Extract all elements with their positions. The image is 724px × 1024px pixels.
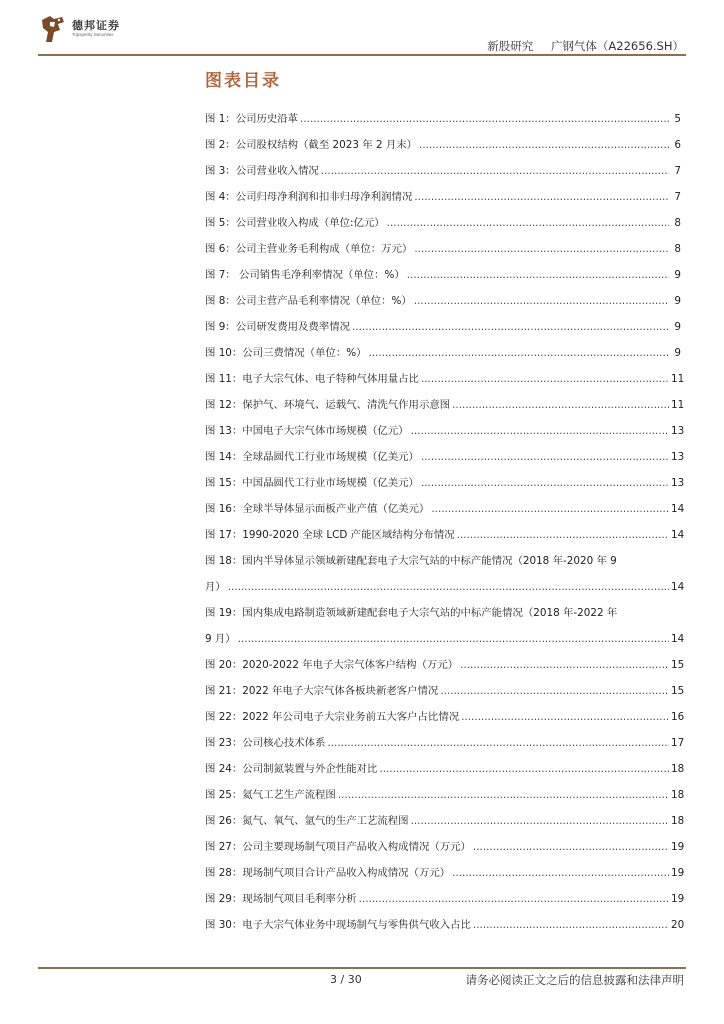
logo-mark-icon xyxy=(40,14,66,44)
toc-entry-page: 19 xyxy=(671,893,685,905)
dot-leader xyxy=(414,184,669,210)
toc-entry[interactable] xyxy=(205,730,685,756)
toc-entry-label: 图 28：现场制气项目合计产品收入构成情况（万元） xyxy=(205,867,451,879)
toc-entry-page: 13 xyxy=(671,451,685,463)
toc-entry-label: 图 5：公司营业收入构成（单位:亿元） xyxy=(205,217,385,229)
toc-entry-page: 18 xyxy=(671,789,685,801)
toc-entry-label: 图 26：氮气、氧气、氩气的生产工艺流程图 xyxy=(205,815,409,827)
toc-entry[interactable] xyxy=(205,392,685,418)
dot-leader xyxy=(414,288,669,314)
toc-entry[interactable] xyxy=(205,834,685,860)
toc-entry-label: 图 18：国内半导体显示领域新建配套电子大宗气站的中标产能情况（2018 年-2020 年 9 xyxy=(205,555,617,567)
toc-entry-page: 16 xyxy=(671,711,685,723)
dot-leader xyxy=(452,392,669,418)
toc-entry-label: 图 3：公司营业收入情况 xyxy=(205,165,319,177)
toc-entry-label: 图 2：公司股权结构（截至 2023 年 2 月末） xyxy=(205,139,418,151)
toc-entry-page: 9 xyxy=(674,295,681,307)
dot-leader xyxy=(440,678,669,704)
dot-leader xyxy=(300,106,669,132)
toc-entry-page: 14 xyxy=(671,529,685,541)
dot-leader xyxy=(411,418,669,444)
dot-leader xyxy=(321,158,669,184)
toc-entry[interactable] xyxy=(205,106,681,132)
logo-name-en: Topsperity Securities xyxy=(72,32,114,38)
toc-entry-page: 14 xyxy=(671,581,685,593)
dot-leader xyxy=(228,574,669,600)
toc-entry[interactable] xyxy=(205,678,685,704)
toc-entry[interactable] xyxy=(205,548,685,600)
table-of-figures xyxy=(205,106,685,938)
toc-entry-page: 19 xyxy=(671,867,685,879)
toc-entry-page: 19 xyxy=(671,841,685,853)
dot-leader xyxy=(421,366,669,392)
toc-entry[interactable] xyxy=(205,340,681,366)
toc-entry[interactable] xyxy=(205,366,685,392)
dot-leader xyxy=(379,756,669,782)
toc-entry-label: 图 19：国内集成电路制造领域新建配套电子大宗气站的中标产能情况（2018 年-2022 年 xyxy=(205,607,618,619)
toc-entry-page: 14 xyxy=(671,503,685,515)
toc-entry[interactable] xyxy=(205,158,681,184)
toc-entry-label: 图 6：公司主营业务毛利构成（单位：万元） xyxy=(205,243,413,255)
toc-entry-label: 图 9：公司研发费用及费率情况 xyxy=(205,321,350,333)
toc-entry[interactable] xyxy=(205,522,685,548)
header-divider xyxy=(38,54,686,56)
dot-leader xyxy=(414,236,669,262)
toc-entry-page: 5 xyxy=(674,113,681,125)
page-number: 3 / 30 xyxy=(330,973,362,986)
dot-leader xyxy=(407,262,669,288)
dot-leader xyxy=(460,652,669,678)
dot-leader xyxy=(352,314,669,340)
dot-leader xyxy=(359,886,669,912)
toc-entry-page: 9 xyxy=(674,321,681,333)
dot-leader xyxy=(419,132,669,158)
toc-entry[interactable] xyxy=(205,704,685,730)
toc-entry-label: 图 29：现场制气项目毛利率分析 xyxy=(205,893,357,905)
toc-entry-page: 9 xyxy=(674,347,681,359)
toc-entry-page: 6 xyxy=(674,139,681,151)
toc-entry-label: 图 23：公司核心技术体系 xyxy=(205,737,326,749)
toc-entry-label: 图 25：氦气工艺生产流程图 xyxy=(205,789,336,801)
toc-entry[interactable] xyxy=(205,600,685,652)
dot-leader xyxy=(238,626,669,652)
company-ticker: 广钢气体（A22656.SH） xyxy=(550,39,684,53)
dot-leader xyxy=(473,834,669,860)
toc-entry-page: 18 xyxy=(671,763,685,775)
toc-entry[interactable] xyxy=(205,262,681,288)
toc-entry[interactable] xyxy=(205,652,685,678)
toc-entry[interactable] xyxy=(205,912,685,938)
dot-leader xyxy=(421,444,669,470)
header-info xyxy=(487,38,684,54)
toc-entry-label: 图 17：1990-2020 全球 LCD 产能区域结构分布情况 xyxy=(205,529,455,541)
toc-entry[interactable] xyxy=(205,418,685,444)
dot-leader xyxy=(461,704,669,730)
toc-entry-label: 图 12：保护气、环境气、运载气、清洗气作用示意图 xyxy=(205,399,451,411)
toc-entry[interactable] xyxy=(205,470,685,496)
dot-leader xyxy=(473,912,669,938)
toc-entry-label: 图 1：公司历史沿革 xyxy=(205,113,299,125)
toc-entry[interactable] xyxy=(205,860,685,886)
toc-entry-page: 11 xyxy=(671,399,685,411)
toc-entry-page: 15 xyxy=(671,659,685,671)
toc-entry[interactable] xyxy=(205,782,685,808)
toc-entry-label: 图 10：公司三费情况（单位：%） xyxy=(205,347,367,359)
toc-entry[interactable] xyxy=(205,496,685,522)
toc-entry-label: 图 27：公司主要现场制气项目产品收入构成情况（万元） xyxy=(205,841,471,853)
dot-leader xyxy=(431,496,669,522)
toc-entry-label: 图 24：公司制氮装置与外企性能对比 xyxy=(205,763,378,775)
toc-entry-label: 图 16：全球半导体显示面板产业产值（亿美元） xyxy=(205,503,430,515)
toc-entry-label: 图 15：中国晶圆代工行业市场规模（亿美元） xyxy=(205,477,419,489)
company-logo xyxy=(40,14,120,44)
toc-entry-label: 图 11：电子大宗气体、电子特种气体用量占比 xyxy=(205,373,419,385)
toc-entry[interactable] xyxy=(205,314,681,340)
toc-entry-page: 13 xyxy=(671,425,685,437)
toc-entry-page: 8 xyxy=(674,243,681,255)
toc-entry-page: 18 xyxy=(671,815,685,827)
toc-entry-page: 20 xyxy=(671,919,685,931)
toc-entry[interactable] xyxy=(205,444,685,470)
toc-entry-label: 图 21：2022 年电子大宗气体各板块新老客户情况 xyxy=(205,685,439,697)
logo-name-cn: 德邦证券 xyxy=(72,19,120,33)
toc-entry-page: 8 xyxy=(674,217,681,229)
dot-leader xyxy=(411,808,669,834)
toc-entry-label: 图 13：中国电子大宗气体市场规模（亿元） xyxy=(205,425,409,437)
dot-leader xyxy=(387,210,669,236)
toc-entry-label: 图 22：2022 年公司电子大宗业务前五大客户占比情况 xyxy=(205,711,460,723)
toc-entry-page: 15 xyxy=(671,685,685,697)
toc-entry[interactable] xyxy=(205,210,681,236)
toc-entry[interactable] xyxy=(205,184,681,210)
toc-entry[interactable] xyxy=(205,886,685,912)
toc-title: 图表目录 xyxy=(205,71,281,91)
toc-entry-label: 图 14：全球晶圆代工行业市场规模（亿美元） xyxy=(205,451,419,463)
dot-leader xyxy=(421,470,669,496)
toc-entry-label: 图 4：公司归母净利润和扣非归母净利润情况 xyxy=(205,191,413,203)
toc-entry[interactable] xyxy=(205,756,685,782)
dot-leader xyxy=(457,522,669,548)
toc-entry[interactable] xyxy=(205,808,685,834)
disclaimer-text: 请务必阅读正文之后的信息披露和法律声明 xyxy=(465,973,684,987)
toc-entry-page: 17 xyxy=(671,737,685,749)
toc-entry-page: 9 xyxy=(674,269,681,281)
toc-entry[interactable] xyxy=(205,132,681,158)
toc-entry-label: 图 7： 公司销售毛净利率情况（单位：%） xyxy=(205,269,405,281)
toc-entry[interactable] xyxy=(205,236,681,262)
toc-entry-page: 7 xyxy=(674,191,681,203)
toc-entry-label-continued: 9 月） xyxy=(205,633,236,645)
footer-divider xyxy=(38,967,686,969)
toc-entry-page: 14 xyxy=(671,633,685,645)
toc-entry[interactable] xyxy=(205,288,681,314)
toc-entry-page: 7 xyxy=(674,165,681,177)
dot-leader xyxy=(327,730,669,756)
toc-entry-label: 图 8：公司主营产品毛利率情况（单位：%） xyxy=(205,295,412,307)
dot-leader xyxy=(338,782,669,808)
report-type: 新股研究 xyxy=(487,39,534,53)
dot-leader xyxy=(452,860,669,886)
toc-entry-page: 11 xyxy=(671,373,685,385)
toc-entry-label: 图 20：2020-2022 年电子大宗气体客户结构（万元） xyxy=(205,659,459,671)
toc-entry-label: 图 30：电子大宗气体业务中现场制气与零售供气收入占比 xyxy=(205,919,471,931)
toc-entry-page: 13 xyxy=(671,477,685,489)
dot-leader xyxy=(368,340,669,366)
toc-entry-label-continued: 月） xyxy=(205,581,226,593)
